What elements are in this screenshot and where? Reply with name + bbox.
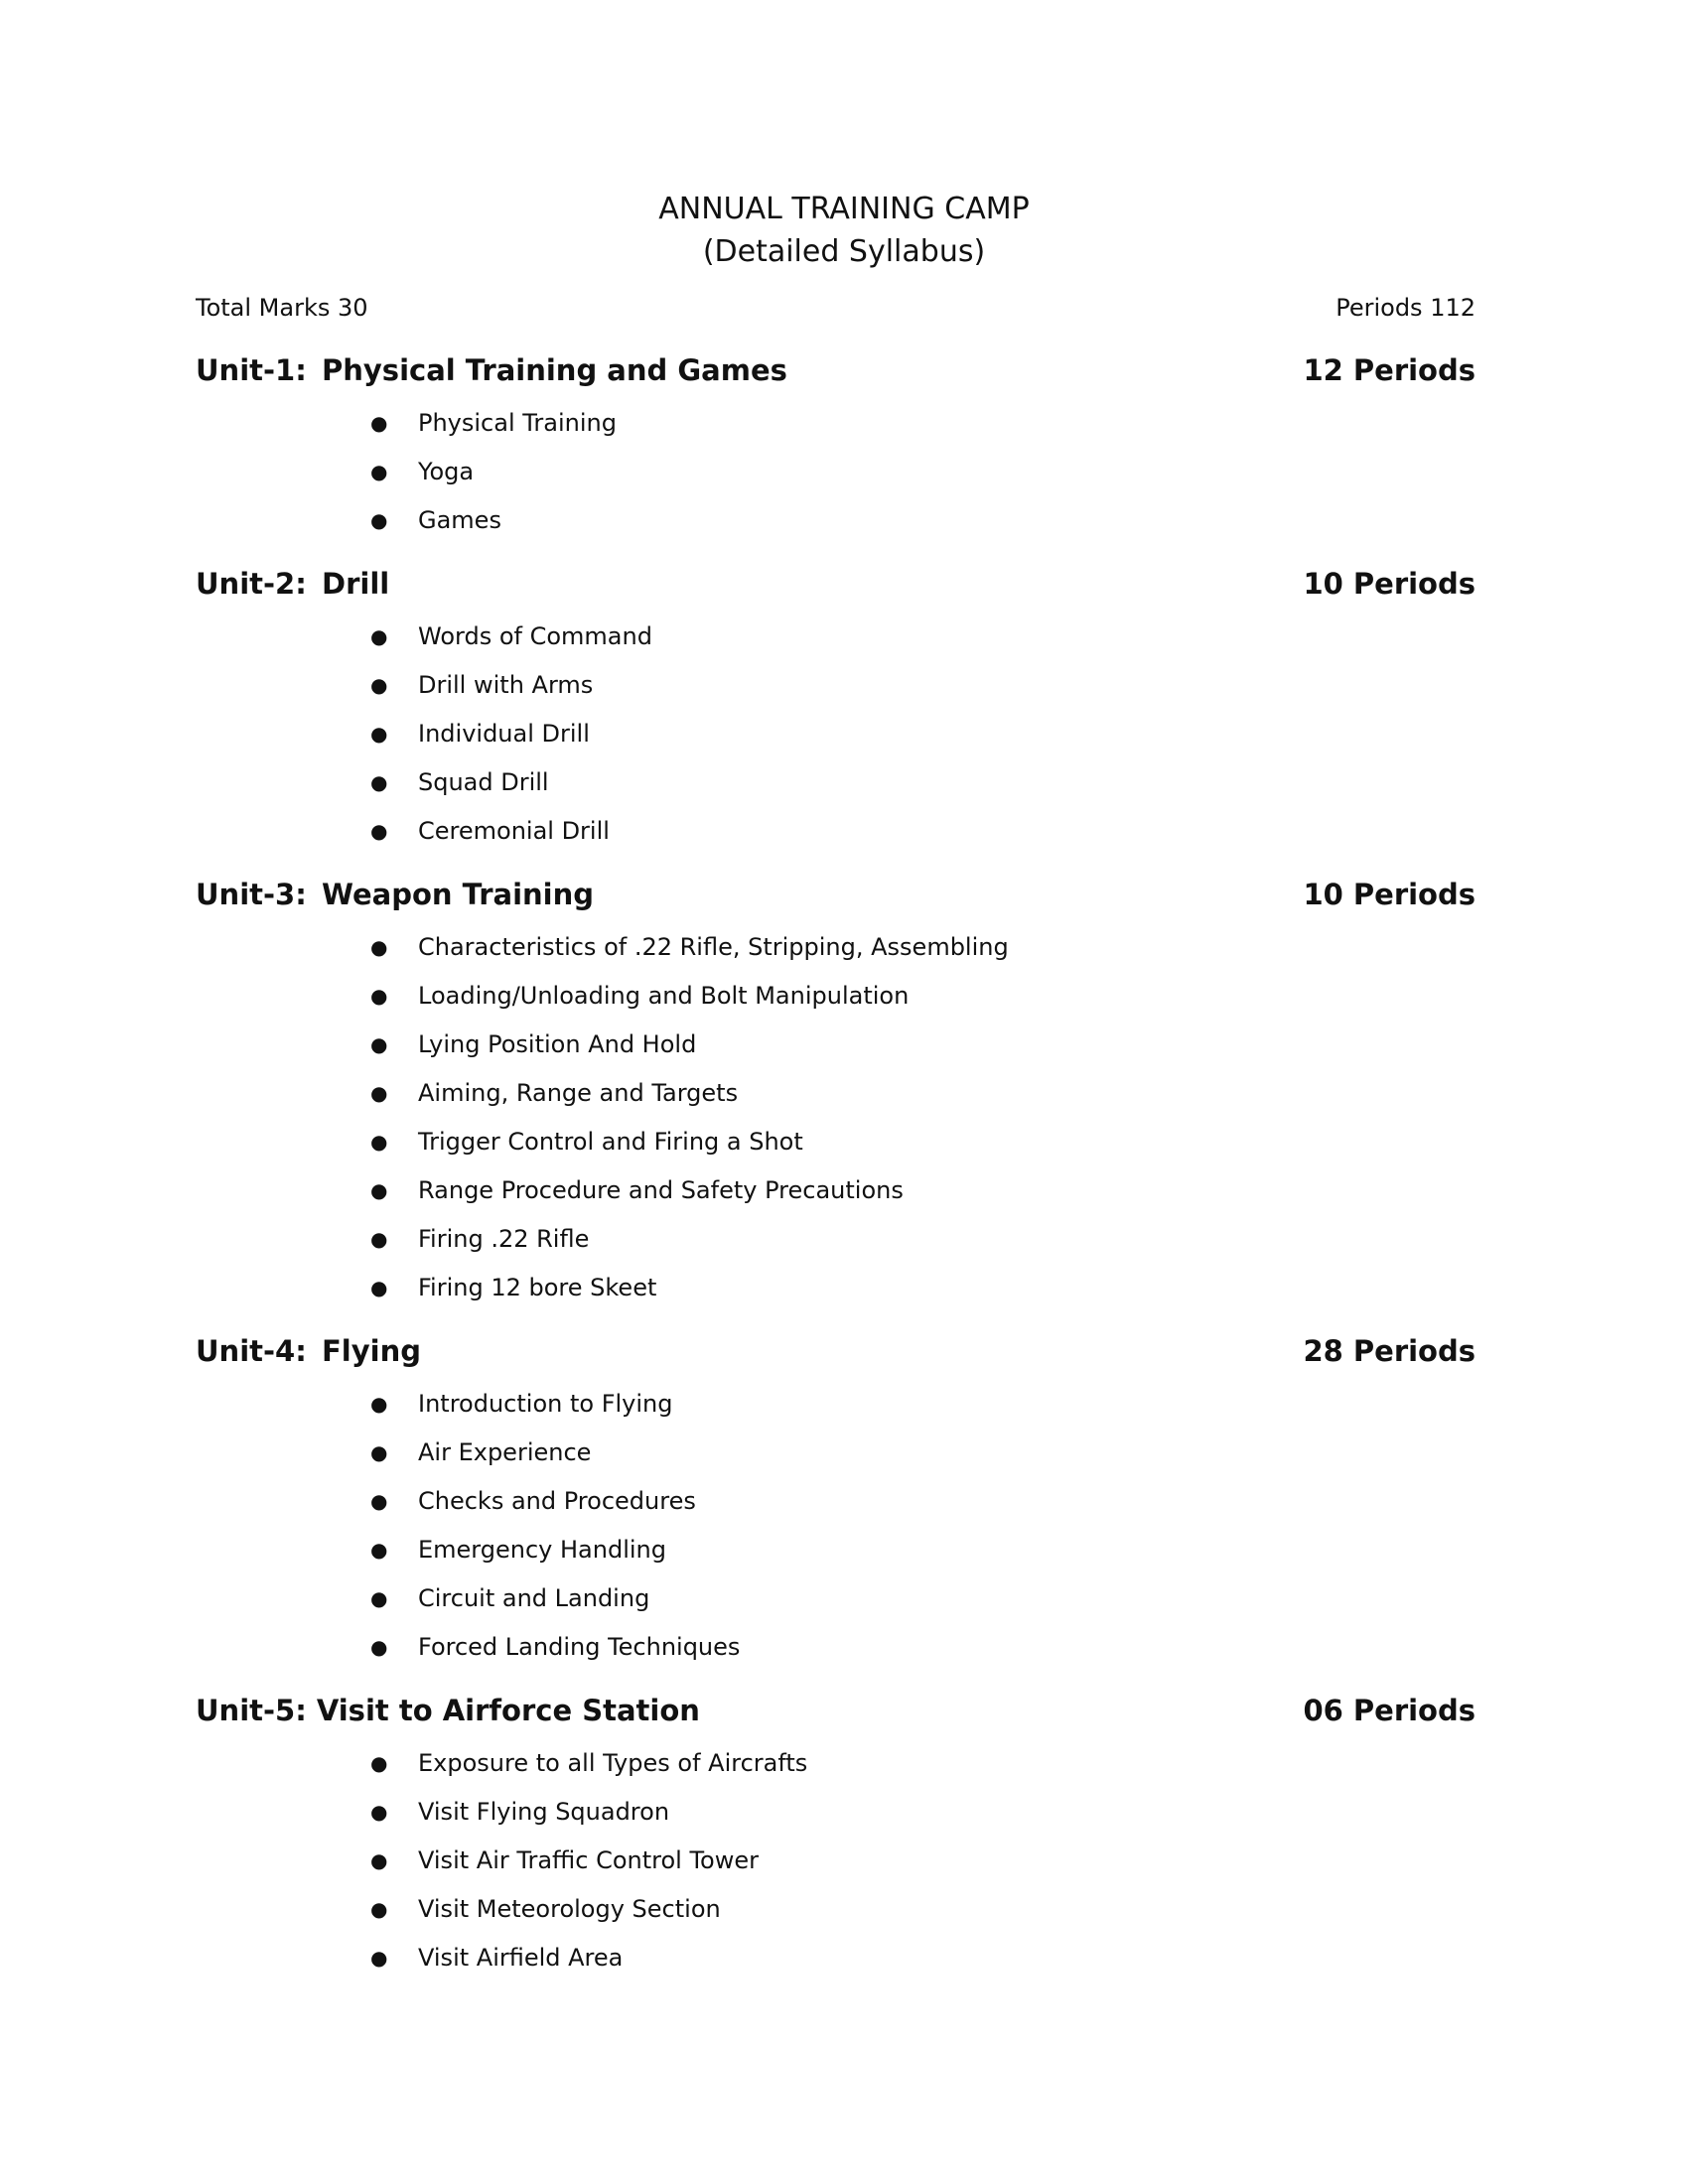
list-item (196, 923, 1476, 972)
bullet-icon: ● (370, 1392, 388, 1416)
unit-code: Unit-3: (196, 878, 307, 911)
bullet-icon: ● (370, 1586, 388, 1610)
bullet-icon: ● (370, 1538, 388, 1562)
bullet-icon: ● (370, 508, 388, 532)
list-item-text: Ceremonial Drill (418, 817, 610, 845)
unit-code: Unit-5: (196, 1694, 307, 1727)
total-marks: Total Marks 30 (196, 294, 368, 322)
unit-section (196, 867, 1476, 1312)
list-item (196, 807, 1476, 856)
list-item-text: Loading/Unloading and Bolt Manipulation (418, 982, 910, 1010)
document-subtitle: (Detailed Syllabus) (702, 234, 986, 269)
unit-section (196, 1323, 1476, 1672)
bullet-icon: ● (370, 935, 388, 959)
unit-heading (196, 556, 1476, 613)
list-item (196, 1166, 1476, 1215)
list-item-text: Visit Air Traffic Control Tower (418, 1846, 759, 1874)
bullet-icon: ● (370, 1751, 388, 1775)
list-item (196, 1429, 1476, 1477)
list-item (196, 1934, 1476, 1982)
unit-list (196, 342, 1476, 1993)
list-item (196, 1380, 1476, 1429)
list-item-text: Yoga (418, 458, 475, 485)
unit-code: Unit-4: (196, 1334, 307, 1368)
list-item-text: Range Procedure and Safety Precautions (418, 1176, 904, 1204)
list-item-text: Exposure to all Types of Aircrafts (418, 1749, 808, 1777)
list-item-text: Firing .22 Rifle (418, 1225, 590, 1253)
list-item-text: Aiming, Range and Targets (418, 1079, 739, 1107)
list-item (196, 710, 1476, 758)
bullet-icon: ● (370, 722, 388, 746)
list-item (196, 1574, 1476, 1623)
list-item-text: Trigger Control and Firing a Shot (418, 1128, 803, 1156)
bullet-icon: ● (370, 819, 388, 843)
list-item-text: Visit Airfield Area (418, 1944, 624, 1972)
unit-periods: 06 Periods (1303, 1694, 1476, 1727)
bullet-icon: ● (370, 673, 388, 697)
list-item (196, 448, 1476, 496)
list-item-text: Air Experience (418, 1438, 592, 1466)
list-item (196, 613, 1476, 661)
list-item (196, 1118, 1476, 1166)
list-item-text: Squad Drill (418, 768, 549, 796)
unit-code: Unit-1: (196, 353, 307, 387)
bullet-icon: ● (370, 984, 388, 1008)
bullet-icon: ● (370, 1800, 388, 1824)
list-item (196, 758, 1476, 807)
bullet-icon: ● (370, 624, 388, 648)
unit-section (196, 342, 1476, 545)
unit-section (196, 1683, 1476, 1982)
unit-section (196, 556, 1476, 856)
unit-heading (196, 1323, 1476, 1380)
list-item-text: Words of Command (418, 622, 652, 650)
bullet-icon: ● (370, 1946, 388, 1970)
list-item-text: Introduction to Flying (418, 1390, 673, 1418)
list-item-text: Visit Flying Squadron (418, 1798, 670, 1826)
bullet-icon: ● (370, 1897, 388, 1921)
unit-periods: 28 Periods (1303, 1334, 1476, 1368)
bullet-icon: ● (370, 1227, 388, 1251)
list-item-text: Emergency Handling (418, 1536, 666, 1564)
list-item (196, 1526, 1476, 1574)
list-item (196, 1885, 1476, 1934)
unit-heading (196, 342, 1476, 399)
list-item (196, 1021, 1476, 1069)
unit-name: Flying (322, 1334, 421, 1368)
bullet-icon: ● (370, 411, 388, 435)
unit-name: Weapon Training (322, 878, 595, 911)
list-item-text: Drill with Arms (418, 671, 594, 699)
bullet-icon: ● (370, 1848, 388, 1872)
list-item (196, 1069, 1476, 1118)
list-item (196, 1477, 1476, 1526)
unit-code: Unit-2: (196, 567, 307, 601)
list-item (196, 1623, 1476, 1672)
list-item-text: Physical Training (418, 409, 617, 437)
list-item (196, 972, 1476, 1021)
bullet-icon: ● (370, 1178, 388, 1202)
list-item (196, 661, 1476, 710)
list-item-text: Lying Position And Hold (418, 1030, 697, 1058)
unit-periods: 12 Periods (1303, 353, 1476, 387)
list-item (196, 399, 1476, 448)
unit-name: Physical Training and Games (322, 353, 787, 387)
list-item-text: Characteristics of .22 Rifle, Stripping, Assembling (418, 933, 1009, 961)
list-item (196, 1739, 1476, 1788)
list-item-text: Forced Landing Techniques (418, 1633, 741, 1661)
bullet-icon: ● (370, 1635, 388, 1659)
list-item-text: Firing 12 bore Skeet (418, 1274, 657, 1301)
bullet-icon: ● (370, 460, 388, 483)
unit-periods: 10 Periods (1303, 878, 1476, 911)
total-periods: Periods 112 (1336, 294, 1476, 322)
list-item (196, 1215, 1476, 1264)
bullet-icon: ● (370, 1081, 388, 1105)
unit-heading (196, 1683, 1476, 1739)
bullet-icon: ● (370, 1489, 388, 1513)
unit-name: Drill (322, 567, 390, 601)
unit-periods: 10 Periods (1303, 567, 1476, 601)
bullet-icon: ● (370, 1130, 388, 1154)
list-item (196, 1788, 1476, 1837)
list-item-text: Games (418, 506, 501, 534)
list-item (196, 496, 1476, 545)
list-item-text: Visit Meteorology Section (418, 1895, 721, 1923)
list-item-text: Checks and Procedures (418, 1487, 696, 1515)
bullet-icon: ● (370, 1440, 388, 1464)
bullet-icon: ● (370, 770, 388, 794)
unit-heading (196, 867, 1476, 923)
list-item (196, 1264, 1476, 1312)
list-item-text: Circuit and Landing (418, 1584, 650, 1612)
bullet-icon: ● (370, 1276, 388, 1299)
list-item-text: Individual Drill (418, 720, 590, 748)
list-item (196, 1837, 1476, 1885)
unit-name: Visit to Airforce Station (316, 1694, 700, 1727)
bullet-icon: ● (370, 1032, 388, 1056)
document-title: ANNUAL TRAINING CAMP (658, 192, 1030, 226)
